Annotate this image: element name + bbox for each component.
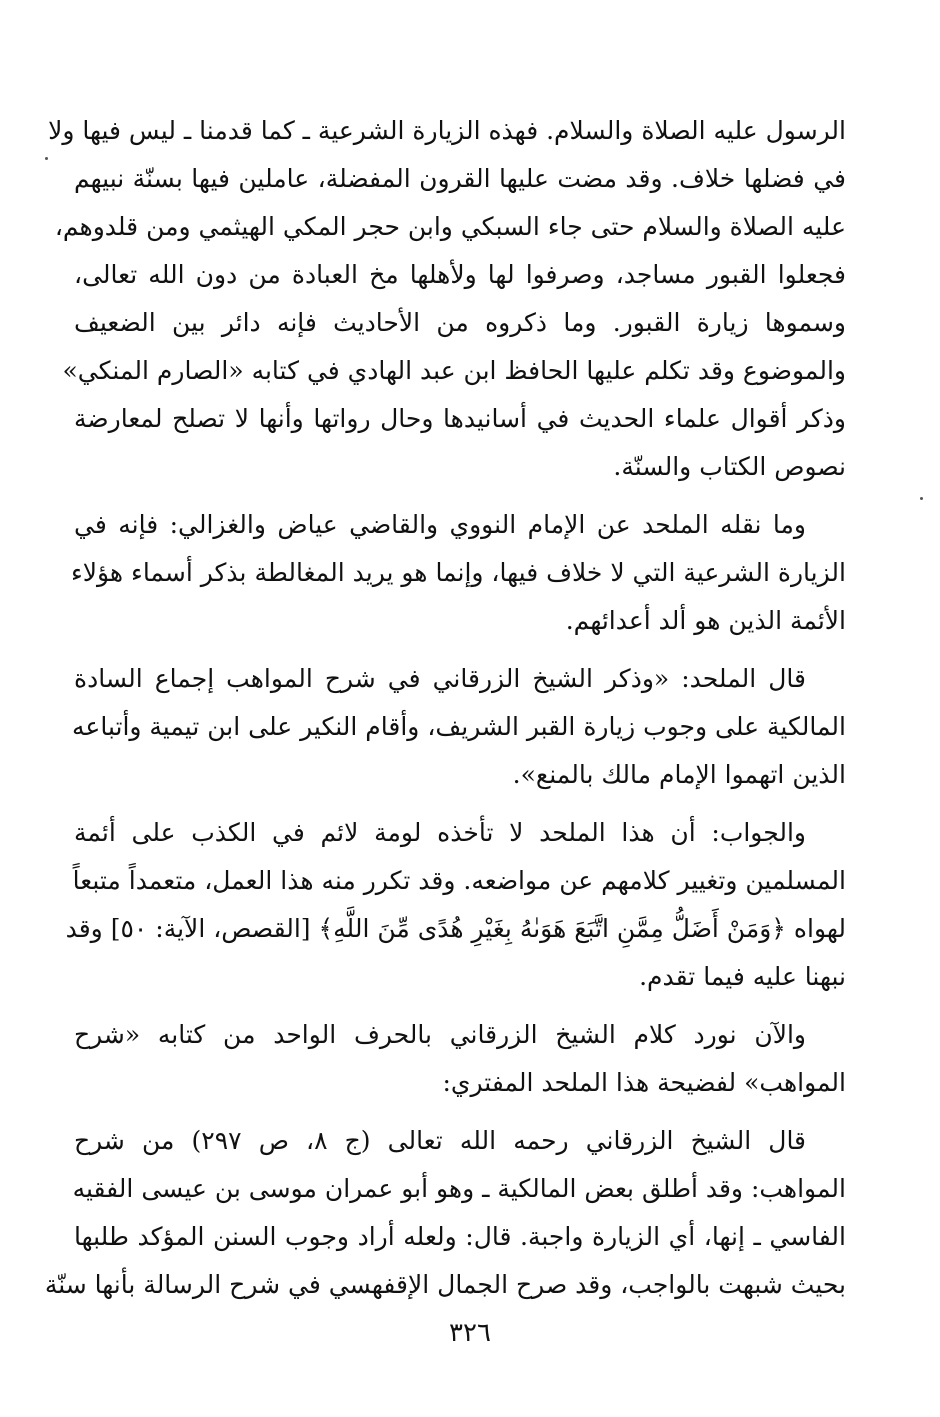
text-line: والموضوع وقد تكلم عليها الحافظ ابن عبد الهادي في كتابه «الصارم المنكي» bbox=[62, 356, 846, 385]
text-line: نبهنا عليه فيما تقدم. bbox=[639, 962, 846, 991]
scan-speck bbox=[920, 497, 923, 500]
text-line: الزيارة الشرعية التي لا خلاف فيها، وإنما هو يريد المغالطة بذكر أسماء هؤلاء bbox=[71, 558, 846, 587]
text-line: المواهب: وقد أطلق بعض المالكية ـ وهو أبو عمران موسى بن عيسى الفقيه bbox=[72, 1174, 846, 1203]
text-line: بحيث شبهت بالواجب، وقد صرح الجمال الإقفهسي في شرح الرسالة بأنها سنّة bbox=[44, 1270, 846, 1299]
text-line: والجواب: أن هذا الملحد لا تأخذه لومة لائم في الكذب على أئمة bbox=[74, 818, 806, 847]
text-line: وما نقله الملحد عن الإمام النووي والقاضي عياض والغزالي: فإنه في bbox=[74, 510, 806, 539]
paragraph bbox=[74, 655, 846, 799]
quran-quote-line: لهواه ﴿وَمَنْ أَضَلُّ مِمَّنِ اتَّبَعَ هَوَىٰهُ بِغَيْرِ هُدًى مِّنَ اللَّهِ﴾ [القصص، الآية: ٥٠] وقد bbox=[65, 914, 846, 943]
paragraph bbox=[65, 809, 846, 1001]
text-line: عليه الصلاة والسلام حتى جاء السبكي وابن حجر المكي الهيثمي ومن قلدوهم، bbox=[54, 212, 846, 241]
scan-speck bbox=[45, 157, 48, 160]
text-line: نصوص الكتاب والسنّة. bbox=[613, 452, 846, 481]
text-line: فجعلوا القبور مساجد، وصرفوا لها ولأهلها مخ العبادة من دون الله تعالى، bbox=[74, 260, 846, 289]
text-line: الرسول عليه الصلاة والسلام. فهذه الزيارة الشرعية ـ كما قدمنا ـ ليس فيها ولا bbox=[48, 116, 846, 145]
page-number: ٣٢٦ bbox=[449, 1318, 491, 1348]
text-line: قال الملحد: «وذكر الشيخ الزرقاني في شرح المواهب إجماع السادة bbox=[74, 664, 806, 693]
text-line: وذكر أقوال علماء الحديث في أسانيدها وحال رواتها وأنها لا تصلح لمعارضة bbox=[74, 404, 846, 433]
paragraph bbox=[44, 1117, 846, 1309]
page-body-text bbox=[44, 107, 846, 1309]
text-line: الأئمة الذين هو ألد أعدائهم. bbox=[565, 606, 846, 635]
paragraph bbox=[48, 107, 846, 491]
text-line: المواهب» لفضيحة هذا الملحد المفتري: bbox=[442, 1068, 846, 1097]
paragraph bbox=[74, 1011, 846, 1107]
text-line: المسلمين وتغيير كلامهم عن مواضعه. وقد تكرر منه هذا العمل، متعمداً متبعاً bbox=[72, 866, 846, 895]
text-line: الذين اتهموا الإمام مالك بالمنع». bbox=[512, 760, 846, 789]
text-line: والآن نورد كلام الشيخ الزرقاني بالحرف الواحد من كتابه «شرح bbox=[74, 1020, 806, 1049]
paragraph bbox=[71, 501, 846, 645]
text-line: قال الشيخ الزرقاني رحمه الله تعالى (ج ٨، ص ٢٩٧) من شرح bbox=[74, 1126, 807, 1155]
text-line: في فضلها خلاف. وقد مضت عليها القرون المفضلة، عاملين فيها بسنّة نبيهم bbox=[74, 164, 846, 193]
text-line: وسموها زيارة القبور. وما ذكروه من الأحاديث فإنه دائر بين الضعيف bbox=[74, 308, 846, 337]
text-line: المالكية على وجوب زيارة القبر الشريف، وأقام النكير على ابن تيمية وأتباعه bbox=[72, 712, 846, 741]
text-line: الفاسي ـ إنها، أي الزيارة واجبة. قال: ولعله أراد وجوب السنن المؤكد طلبها bbox=[74, 1222, 846, 1251]
